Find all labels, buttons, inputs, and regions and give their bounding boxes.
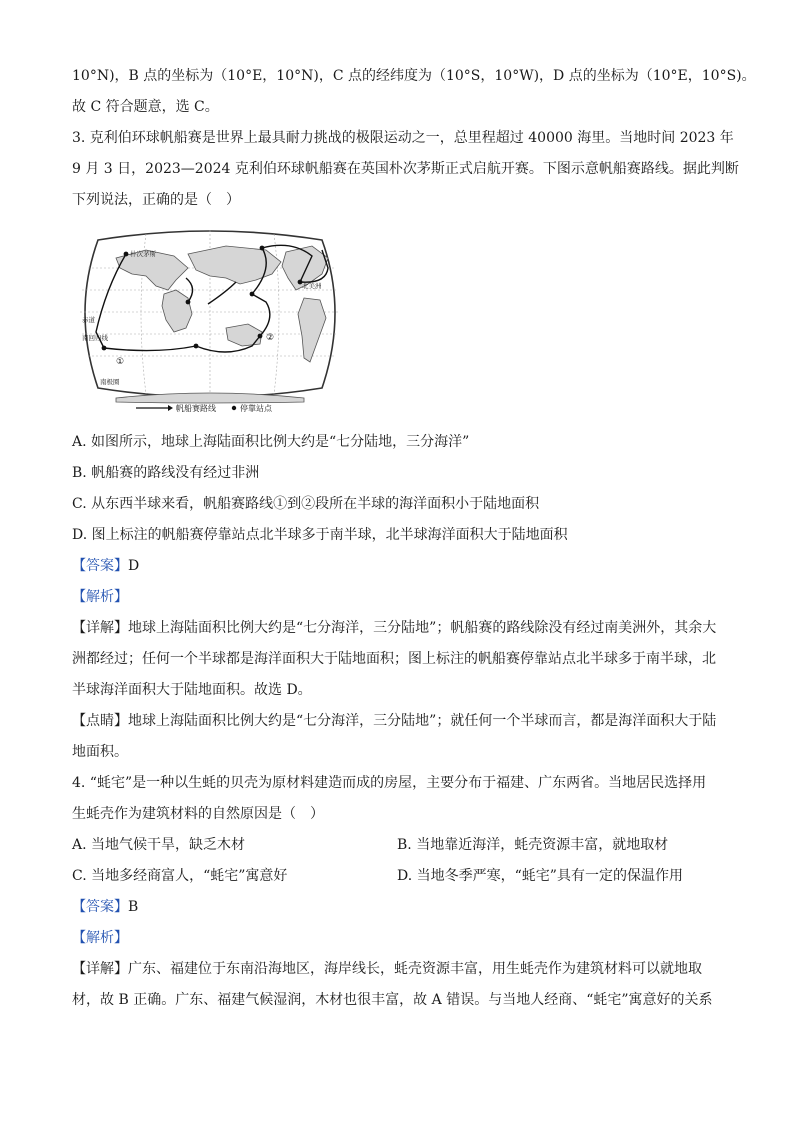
map-legend [136,403,273,413]
q3-detail-line-1: 【详解】地球上海陆面积比例大约是“七分海洋，三分陆地”；帆船赛的路线除没有经过南美洲外，其余大 [72,620,717,636]
q3-point-line-2: 地面积。 [72,744,128,760]
q3-analysis-tag: 【解析】 [72,589,128,605]
q3-option-d: D. 图上标注的帆船赛停靠站点北半球多于南半球，北半球海洋面积大于陆地面积 [72,527,568,543]
q4-stem-line-2: 生蚝壳作为建筑材料的自然原因是（ ） [72,806,324,822]
q4-stem-line-1: 4. “蚝宅”是一种以生蚝的贝壳为原材料建造而成的房屋，主要分布于福建、广东两省。当地居民选择用 [72,775,707,791]
label-north-america: 北美洲 [302,282,322,290]
q3-stem-line-3: 下列说法，正确的是（ ） [72,192,240,208]
q3-option-c: C. 从东西半球来看，帆船赛路线①到②段所在半球的海洋面积小于陆地面积 [72,496,540,512]
q3-stem-line-2: 9 月 3 日，2023—2024 克利伯环球帆船赛在英国朴次茅斯正式启航开赛。下图示意帆船赛路线。据此判断 [72,161,739,177]
answer-value: D [128,558,140,574]
q3-option-b: B. 帆船赛的路线没有经过非洲 [72,465,260,481]
label-equator: 赤道 [82,316,95,324]
label-portsmouth: 朴次茅斯 [130,250,156,258]
marker-1: ① [116,357,125,367]
q2-analysis-line: 10°N)，B 点的坐标为（10°E，10°N)，C 点的经纬度为（10°S，10°W)，D 点的坐标为（10°E，10°S)。 [72,68,756,84]
q3-answer [72,556,139,576]
world-map-figure [76,228,344,414]
q3-option-a: A. 如图所示，地球上海陆面积比例大约是“七分陆地，三分海洋” [72,434,470,450]
q4-option-a: A. 当地气候干旱，缺乏木材 [72,837,246,853]
q3-detail-line-2: 洲都经过；任何一个半球都是海洋面积大于陆地面积；图上标注的帆船赛停靠站点北半球多于南半球，北 [72,651,716,667]
q4-detail-line-2: 材，故 B 正确。广东、福建气候湿润，木材也很丰富，故 A 错误。与当地人经商、“蚝宅”寓意好的关系 [72,992,713,1008]
label-antarctic: 南极圈 [100,378,120,386]
q4-option-d: D. 当地冬季严寒，“蚝宅”具有一定的保温作用 [397,868,683,884]
legend-stop-label: 停靠站点 [240,404,272,413]
legend-route-label: 帆船赛路线 [176,404,216,413]
q3-detail-line-3: 半球海洋面积大于陆地面积。故选 D。 [72,682,312,698]
q4-analysis-tag: 【解析】 [72,930,128,946]
label-tropic-south: 南回归线 [82,334,108,342]
q3-point-line-1: 【点睛】地球上海陆面积比例大约是“七分海洋，三分陆地”；就任何一个半球而言，都是海洋面积大于陆 [72,713,717,729]
point-tag: 【点睛】 [72,713,128,729]
detail-tag: 【详解】 [72,620,128,636]
marker-2: ② [266,333,275,343]
answer-tag: 【答案】 [72,558,128,574]
q4-detail-line-1: 【详解】广东、福建位于东南沿海地区，海岸线长，蚝壳资源丰富，用生蚝壳作为建筑材料可以就地取 [72,961,702,977]
q4-option-b: B. 当地靠近海洋，蚝壳资源丰富，就地取材 [397,837,669,853]
q2-conclusion-line: 故 C 符合题意，选 C。 [72,99,219,115]
q4-answer: 【答案】B [72,899,139,915]
q4-option-c: C. 当地多经商富人，“蚝宅”寓意好 [72,868,288,884]
q3-stem-line-1: 3. 克利伯环球帆船赛是世界上最具耐力挑战的极限运动之一，总里程超过 40000 海里。当地时间 2023 年 [72,130,734,146]
